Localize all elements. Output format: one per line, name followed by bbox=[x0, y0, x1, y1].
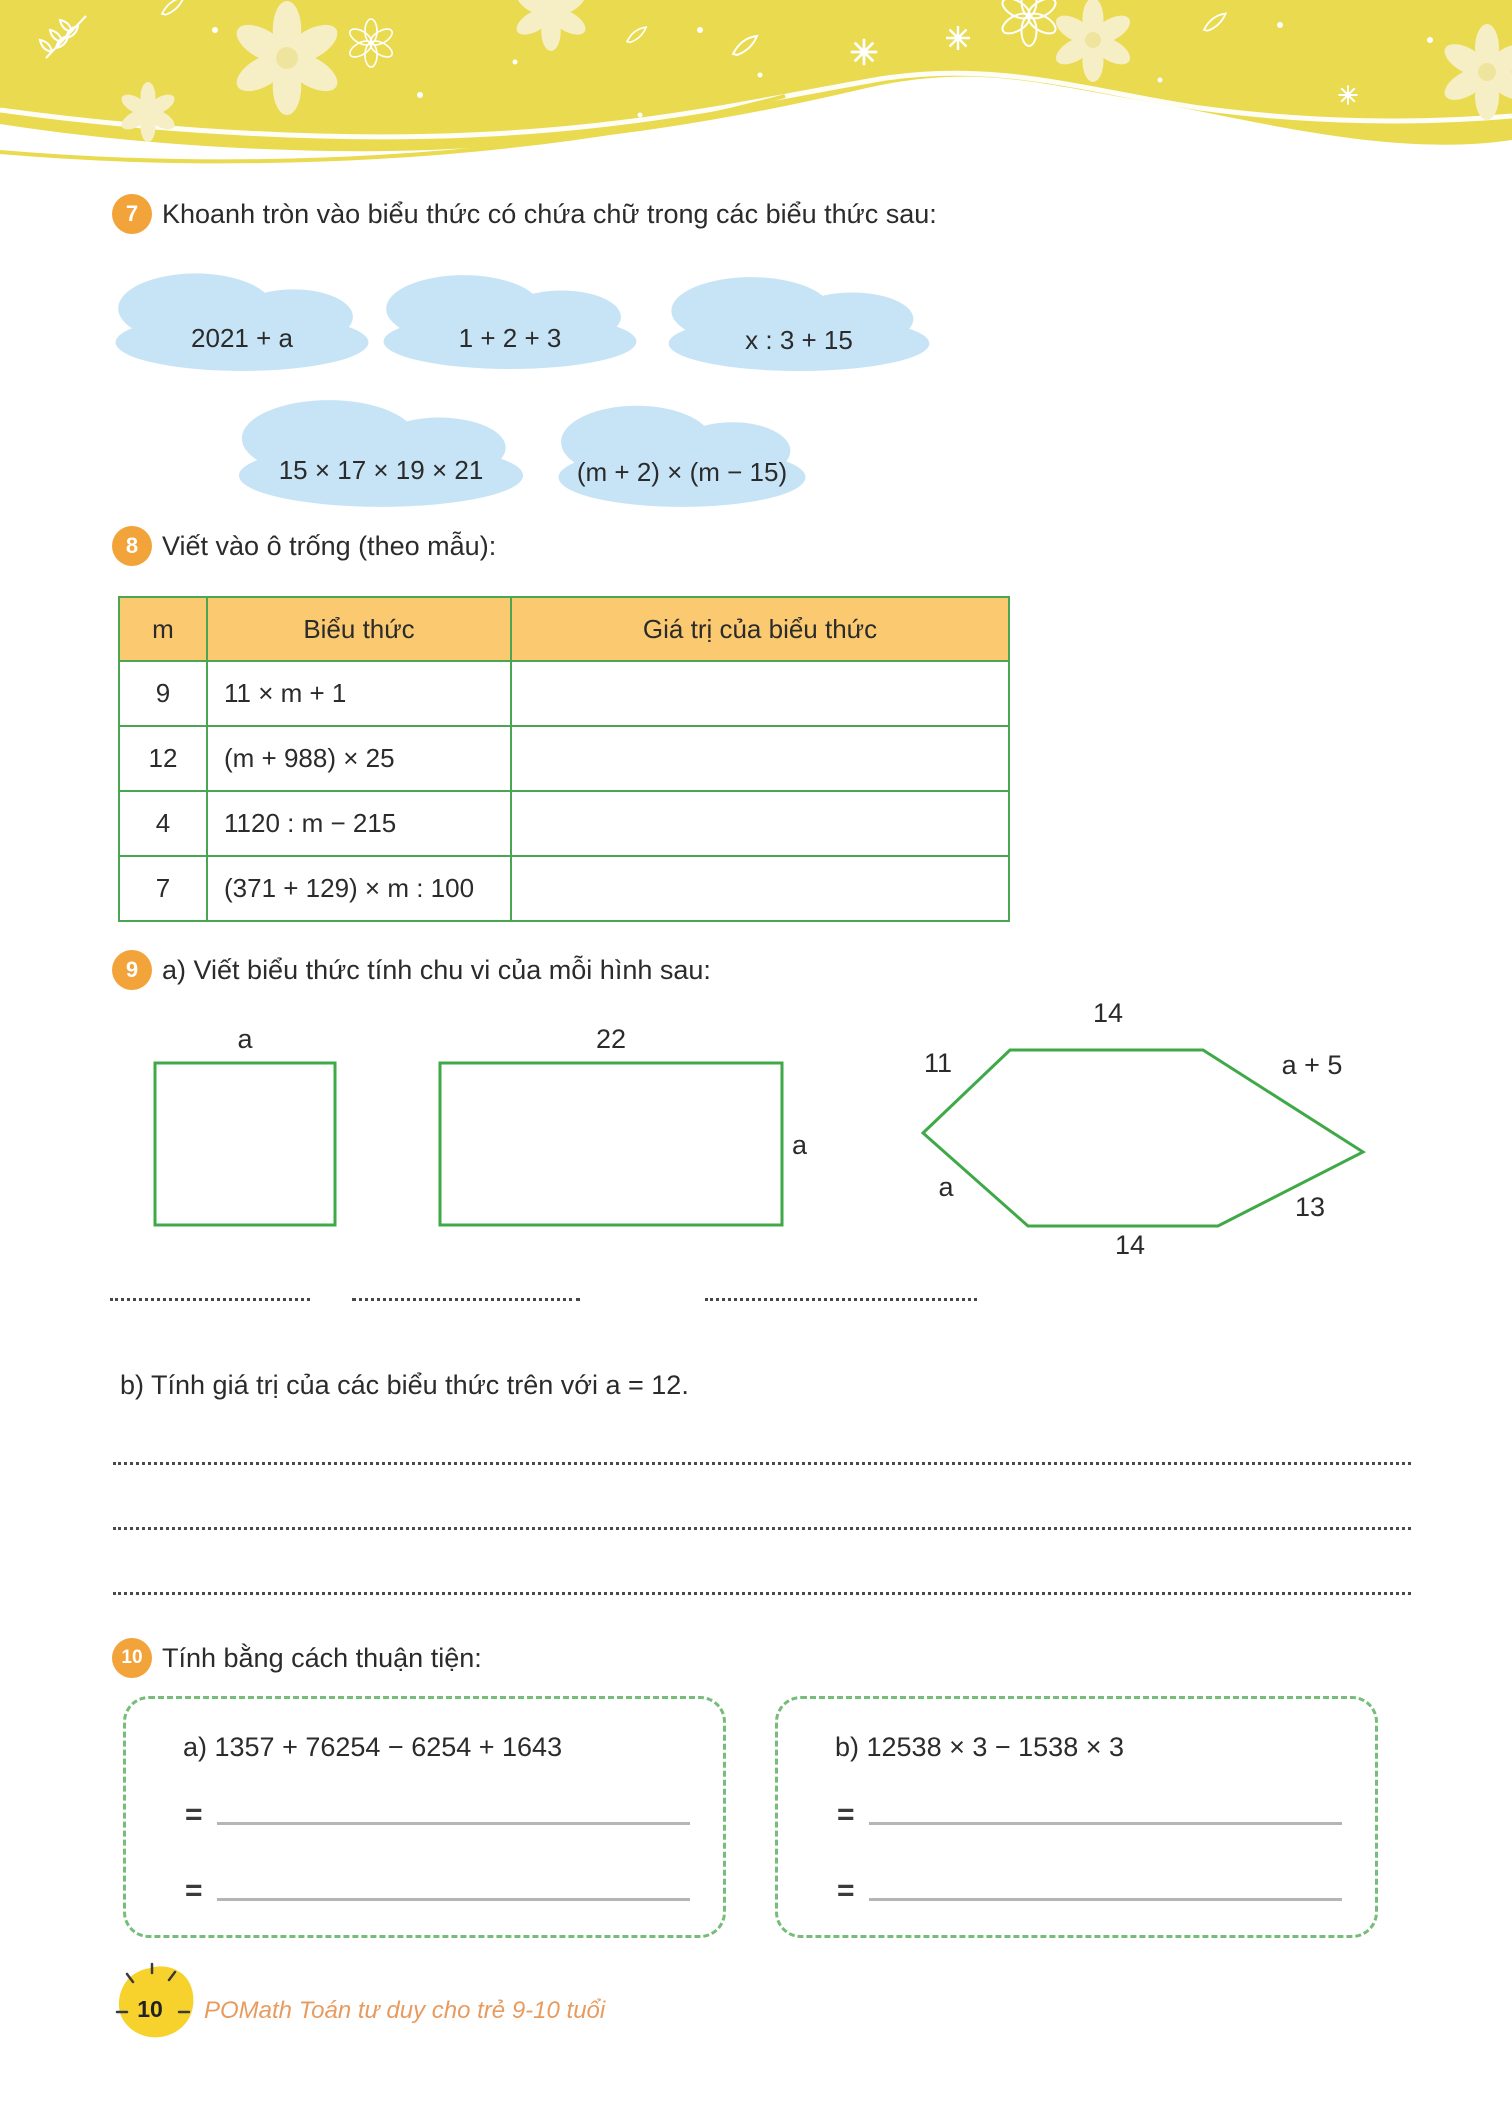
answer-line bbox=[217, 1822, 690, 1825]
answer-dotted-line-full bbox=[113, 1462, 1411, 1465]
equals-sign: = bbox=[185, 1798, 203, 1831]
exercise-10-title: Tính bằng cách thuận tiện: bbox=[162, 1643, 482, 1673]
exercise-9-title-a: a) Viết biểu thức tính chu vi của mỗi hình sau: bbox=[162, 955, 711, 985]
rectangle-top-label: 22 bbox=[595, 1024, 627, 1054]
cloud-expression-label: 2021 + a bbox=[191, 323, 293, 354]
m-cell: 12 bbox=[119, 726, 207, 791]
calc-box-b-answer-row bbox=[837, 1800, 1342, 1830]
rectangle-shape bbox=[440, 1063, 782, 1225]
exercise-7-title: Khoanh tròn vào biểu thức có chứa chữ trong các biểu thức sau: bbox=[162, 199, 937, 229]
equals-sign: = bbox=[185, 1874, 203, 1907]
answer-line bbox=[869, 1822, 1342, 1825]
answer-line bbox=[217, 1898, 690, 1901]
header-decoration-banner bbox=[0, 0, 1512, 180]
exercise-9-title-b: b) Tính giá trị của các biểu thức trên với a = 12. bbox=[120, 1370, 689, 1400]
table-row bbox=[119, 661, 1009, 726]
exercise-10-badge: 10 bbox=[112, 1638, 152, 1678]
calc-box-b-expression: b) 12538 × 3 − 1538 × 3 bbox=[835, 1732, 1124, 1762]
expression-table bbox=[118, 596, 1010, 922]
expression-cell: (371 + 129) × m : 100 bbox=[207, 856, 511, 921]
empty-value-cell bbox=[511, 726, 1009, 791]
hexagon-bottom-label: 14 bbox=[1114, 1230, 1146, 1260]
col-header-m: m bbox=[119, 597, 207, 661]
rectangle-right-label: a bbox=[792, 1130, 808, 1160]
answer-dotted-line bbox=[110, 1298, 310, 1301]
empty-value-cell bbox=[511, 661, 1009, 726]
exercise-8-badge: 8 bbox=[112, 526, 152, 566]
exercise-8-title: Viết vào ô trống (theo mẫu): bbox=[162, 531, 497, 561]
equals-sign: = bbox=[837, 1798, 855, 1831]
hexagon-lower-right-label: 13 bbox=[1294, 1192, 1326, 1222]
cloud-shape bbox=[666, 270, 932, 372]
cloud-expression-label: 15 × 17 × 19 × 21 bbox=[278, 454, 484, 485]
col-header-value: Giá trị của biểu thức bbox=[511, 597, 1009, 661]
answer-dotted-line bbox=[352, 1298, 580, 1301]
answer-dotted-line bbox=[705, 1298, 977, 1301]
m-cell: 4 bbox=[119, 791, 207, 856]
equals-sign: = bbox=[837, 1874, 855, 1907]
sparkle-icon bbox=[946, 26, 970, 50]
calc-box-a-expression: a) 1357 + 76254 − 6254 + 1643 bbox=[183, 1732, 563, 1762]
square-shape bbox=[155, 1063, 335, 1225]
m-cell: 9 bbox=[119, 661, 207, 726]
expression-cell: 11 × m + 1 bbox=[207, 661, 511, 726]
hexagon-lower-left-label: a bbox=[938, 1172, 954, 1202]
calc-box-b-answer-row bbox=[837, 1876, 1342, 1906]
footer-book-title: POMath Toán tư duy cho trẻ 9-10 tuổi bbox=[204, 1997, 606, 2024]
empty-value-cell bbox=[511, 856, 1009, 921]
cloud-expression-label: (m + 2) × (m − 15) bbox=[576, 457, 788, 488]
cloud-shape bbox=[556, 398, 808, 508]
calc-box-a-answer-row bbox=[185, 1800, 690, 1830]
expression-cell: (m + 988) × 25 bbox=[207, 726, 511, 791]
answer-dotted-line-full bbox=[113, 1527, 1411, 1530]
cloud-expression-2 bbox=[381, 268, 639, 370]
hexagon-upper-left-label: 11 bbox=[923, 1048, 953, 1078]
empty-value-cell bbox=[511, 791, 1009, 856]
sparkle-icon bbox=[1338, 85, 1357, 104]
table-row bbox=[119, 856, 1009, 921]
calc-box-a-answer-row bbox=[185, 1876, 690, 1906]
page-number: 10 bbox=[137, 1996, 163, 2022]
cloud-expression-5 bbox=[556, 398, 808, 508]
cloud-shape bbox=[381, 268, 639, 370]
cloud-shape bbox=[113, 266, 371, 372]
banner-shape bbox=[0, 0, 1512, 151]
answer-line bbox=[869, 1898, 1342, 1901]
table-row bbox=[119, 791, 1009, 856]
expression-cell: 1120 : m − 215 bbox=[207, 791, 511, 856]
cloud-shape bbox=[236, 392, 526, 508]
hexagon-top-label: 14 bbox=[1092, 998, 1124, 1028]
cloud-expression-4 bbox=[236, 392, 526, 508]
answer-dotted-line-full bbox=[113, 1592, 1411, 1595]
cloud-expression-1 bbox=[113, 266, 371, 372]
cloud-expression-label: x : 3 + 15 bbox=[745, 325, 853, 356]
m-cell: 7 bbox=[119, 856, 207, 921]
exercise-9-badge: 9 bbox=[112, 950, 152, 990]
table-row bbox=[119, 726, 1009, 791]
cloud-expression-3 bbox=[666, 270, 932, 372]
cloud-expression-label: 1 + 2 + 3 bbox=[458, 323, 562, 354]
square-side-label: a bbox=[237, 1024, 253, 1054]
col-header-expression: Biểu thức bbox=[207, 597, 511, 661]
table-header-row bbox=[119, 597, 1009, 661]
exercise-7-badge: 7 bbox=[112, 194, 152, 234]
hexagon-upper-right-label: a + 5 bbox=[1281, 1050, 1343, 1080]
sparkle-icon bbox=[851, 39, 877, 65]
perimeter-shapes bbox=[100, 1000, 1420, 1270]
